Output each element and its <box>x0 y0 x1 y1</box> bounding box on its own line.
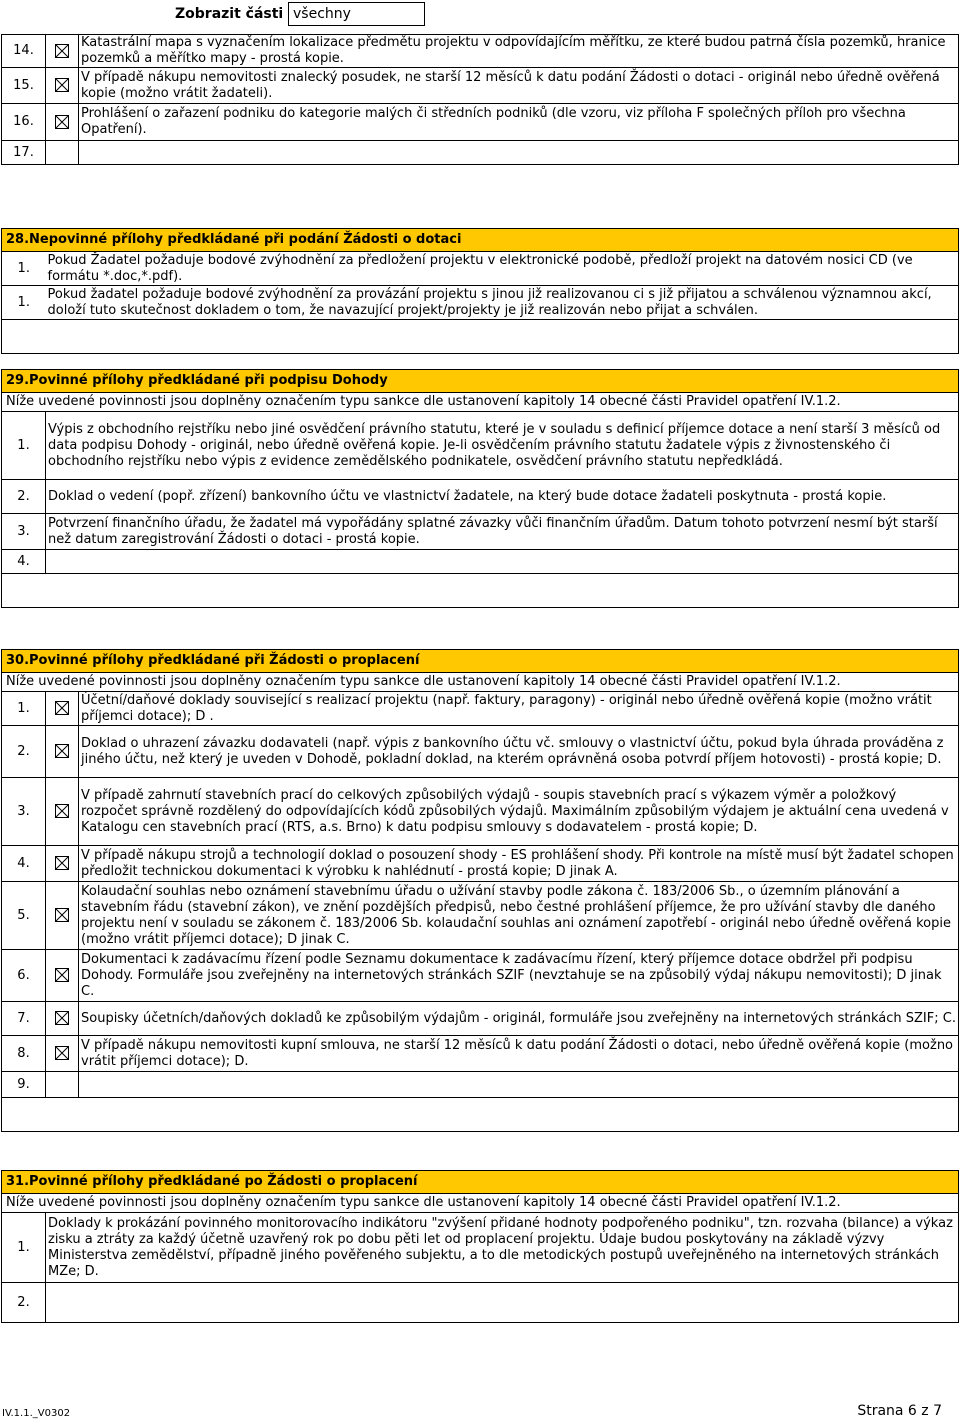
filter-label: Zobrazit části <box>175 6 284 22</box>
item-number: 7. <box>2 1002 46 1036</box>
item-text: Potvrzení finančního úřadu, že žadatel má vypořádány splatné závazky vůči finančním úřadům. Datum tohoto potvrzení nesmí být starší než datum zaregistrování Žádosti o dotaci - prostá kopie. <box>46 514 959 550</box>
item-number: 15. <box>2 68 46 104</box>
checkbox-checked[interactable] <box>46 950 79 1002</box>
section-title: 28.Nepovinné přílohy předkládané při podání Žádosti o dotaci <box>2 229 959 252</box>
item-number: 17. <box>2 141 46 165</box>
list-item <box>2 480 959 514</box>
item-number: 5. <box>2 882 46 950</box>
checkbox-checked[interactable] <box>46 35 79 68</box>
item-text: Dokumentaci k zadávacímu řízení podle Seznamu dokumentace k zadávacímu řízení, který příjemce dotace obdržel při podpisu Dohody. Formuláře jsou zveřejněny na internetových stránkách SZIF (nevztahuje se na způsobilý výdaj nákupu nemovitosti); D jinak C. <box>79 950 959 1002</box>
item-text: Katastrální mapa s vyznačením lokalizace předmětu projektu v odpovídajícím měřítku, ze které budou patrná čísla pozemků, hranice pozemků a měřítko mapy - prostá kopie. <box>79 35 959 68</box>
list-item <box>2 514 959 550</box>
empty-row <box>2 320 959 354</box>
list-item <box>2 692 959 726</box>
checkbox-checked[interactable] <box>46 68 79 104</box>
item-text: V případě nákupu strojů a technologií doklad o posouzení shody - ES prohlášení shody. Při kontrole na místě musí být žadatel schopen předložit technickou dokumentaci k výrobku k nahlédnutí - prostá kopie; D jinak A. <box>79 846 959 882</box>
section-28 <box>1 228 959 354</box>
list-item <box>2 1072 959 1098</box>
list-item <box>2 1002 959 1036</box>
empty-row <box>2 1098 959 1132</box>
item-number: 1. <box>2 252 46 286</box>
checkbox-checked[interactable] <box>46 104 79 141</box>
item-number: 1. <box>2 286 46 320</box>
filter-select[interactable]: všechny <box>288 2 425 26</box>
item-number: 2. <box>2 480 46 514</box>
item-text <box>46 1283 959 1323</box>
item-text <box>46 550 959 574</box>
checkbox-checked[interactable] <box>46 726 79 778</box>
section-title: 31.Povinné přílohy předkládané po Žádosti o proplacení <box>2 1171 959 1194</box>
item-text: V případě zahrnutí stavebních prací do celkových způsobilých výdajů - soupis stavebních prací s výkazem výměr a položkový rozpočet správně rozdělený do odpovídajících kódů způsobilých výdajů. Maximálním způsobilým výdajem je aktuální cena uvedená v Katalogu cen stavebních prací (RTS, a.s. Brno) k datu podpisu smlouvy s dodavatelem - prostá kopie; D. <box>79 778 959 846</box>
item-number: 1. <box>2 692 46 726</box>
section-note: Níže uvedené povinnosti jsou doplněny označením typu sankce dle ustanovení kapitoly 14 obecné části Pravidel opatření IV.1.2. <box>2 1194 959 1213</box>
list-item <box>2 950 959 1002</box>
item-text: V případě nákupu nemovitosti kupní smlouva, ne starší 12 měsíců k datu podání Žádosti o dotaci, nebo úředně ověřená kopie (možno vrátit příjemci dotace); D. <box>79 1036 959 1072</box>
item-number: 4. <box>2 550 46 574</box>
section-note: Níže uvedené povinnosti jsou doplněny označením typu sankce dle ustanovení kapitoly 14 obecné části Pravidel opatření IV.1.2. <box>2 393 959 412</box>
list-item <box>2 882 959 950</box>
list-item <box>2 778 959 846</box>
list-item <box>2 846 959 882</box>
checkbox-checked[interactable] <box>46 882 79 950</box>
checkbox-checked[interactable] <box>46 846 79 882</box>
list-item <box>2 1213 959 1283</box>
list-item <box>2 726 959 778</box>
item-number: 8. <box>2 1036 46 1072</box>
item-number: 2. <box>2 1283 46 1323</box>
checkbox-checked[interactable] <box>46 1036 79 1072</box>
item-text: V případě nákupu nemovitosti znalecký posudek, ne starší 12 měsíců k datu podání Žádosti o dotaci - originál nebo úředně ověřená kopie (možno vrátit žadateli). <box>79 68 959 104</box>
list-item <box>2 252 959 286</box>
item-text <box>79 141 959 165</box>
empty-row <box>2 574 959 608</box>
item-number: 14. <box>2 35 46 68</box>
page-number: Strana 6 z 7 <box>857 1403 942 1419</box>
form-code: IV.1.1._V0302 <box>2 1408 71 1419</box>
item-text: Účetní/daňové doklady související s realizací projektu (např. faktury, paragony) - originál nebo úředně ověřená kopie (možno vrátit příjemci dotace); D . <box>79 692 959 726</box>
section-title: 30.Povinné přílohy předkládané při Žádosti o proplacení <box>2 650 959 673</box>
list-item <box>2 550 959 574</box>
item-number: 3. <box>2 514 46 550</box>
list-item <box>2 286 959 320</box>
item-text: Výpis z obchodního rejstříku nebo jiné osvědčení právního statutu, které je v souladu s definicí příjemce dotace a není starší 3 měsíců od data podpisu Dohody - originál, nebo úředně ověřená kopie. Je-li osvědčením právního statutu žadatele výpis z živnostenského či obchodního rejstříku nebo výpis z evidence zemědělského podnikatele, osvědčení právního statutu nepředkládá. <box>46 412 959 480</box>
section-30 <box>1 649 959 1132</box>
list-item <box>2 104 959 141</box>
list-item <box>2 68 959 104</box>
item-number: 9. <box>2 1072 46 1098</box>
item-number: 1. <box>2 1213 46 1283</box>
section-note: Níže uvedené povinnosti jsou doplněny označením typu sankce dle ustanovení kapitoly 14 obecné části Pravidel opatření IV.1.2. <box>2 673 959 692</box>
item-number: 4. <box>2 846 46 882</box>
item-text <box>79 1072 959 1098</box>
item-text: Pokud Žadatel požaduje bodové zvýhodnění za předložení projektu v elektronické podobě, předloží projekt na datovém nosici CD (ve formátu *.doc,*.pdf). <box>46 252 959 286</box>
item-text: Kolaudační souhlas nebo oznámení stavebnímu úřadu o užívání stavby podle zákona č. 183/2006 Sb., o územním plánování a stavebním řádu (stavební zákon), ve znění pozdějších předpisů, nebo čestné prohlášení příjemce, že pro užívání stavby dle daného projektu není v souladu se zákonem č. 183/2006 Sb. kolaudační souhlas ani oznámení zapotřebí - originál nebo úředně ověřená kopie (možno vrátit příjemci dotace); D jinak C. <box>79 882 959 950</box>
item-number: 6. <box>2 950 46 1002</box>
item-text: Prohlášení o zařazení podniku do kategorie malých či středních podniků (dle vzoru, viz příloha F společných příloh pro všechna Opatření). <box>79 104 959 141</box>
item-text: Soupisky účetních/daňových dokladů ke způsobilým výdajům - originál, formuláře jsou zveřejněny na internetových stránkách SZIF; C. <box>79 1002 959 1036</box>
checkbox-empty[interactable] <box>46 141 79 165</box>
checkbox-checked[interactable] <box>46 692 79 726</box>
list-item <box>2 1036 959 1072</box>
item-number: 3. <box>2 778 46 846</box>
item-number: 1. <box>2 412 46 480</box>
section-29 <box>1 369 959 608</box>
checkbox-empty[interactable] <box>46 1072 79 1098</box>
item-text: Doklad o vedení (popř. zřízení) bankovního účtu ve vlastnictví žadatele, na který bude dotace žadateli poskytnuta - prostá kopie. <box>46 480 959 514</box>
list-item <box>2 412 959 480</box>
item-text: Pokud žadatel požaduje bodové zvýhodnění za provázání projektu s jinou již realizovanou ci s již přijatou a schválenou významnou akcí, doloží tuto skutečnost dokladem o tom, že navazující projekt/projekty je již realizován nebo přijat a schválen. <box>46 286 959 320</box>
section-title: 29.Povinné přílohy předkládané při podpisu Dohody <box>2 370 959 393</box>
checkbox-checked[interactable] <box>46 1002 79 1036</box>
item-number: 2. <box>2 726 46 778</box>
section-31 <box>1 1170 959 1323</box>
top-items-table <box>1 34 959 165</box>
item-number: 16. <box>2 104 46 141</box>
item-text: Doklady k prokázání povinného monitorovacího indikátoru "zvýšení přidané hodnoty podpořeného podniku", tzn. rozvaha (bilance) a výkaz zisku a ztráty za každý účetně uzavřený rok po dobu pěti let od proplacení projektu. Údaje budou poskytovány na základě výzvy Ministerstva zemědělství, případně jiného pověřeného subjektu, a to dle metodických postupů uveřejněného na internetových stránkách MZe; D. <box>46 1213 959 1283</box>
list-item <box>2 141 959 165</box>
checkbox-checked[interactable] <box>46 778 79 846</box>
list-item <box>2 35 959 68</box>
list-item <box>2 1283 959 1323</box>
item-text: Doklad o uhrazení závazku dodavateli (např. výpis z bankovního účtu vč. smlouvy o vlastnictví účtu, pokud byla úhrada prováděna z jiného účtu, než který je uveden v Dohodě, pokladní doklad, na kterém oprávněná osoba potvrdí příjem hotovosti) - prostá kopie; D. <box>79 726 959 778</box>
